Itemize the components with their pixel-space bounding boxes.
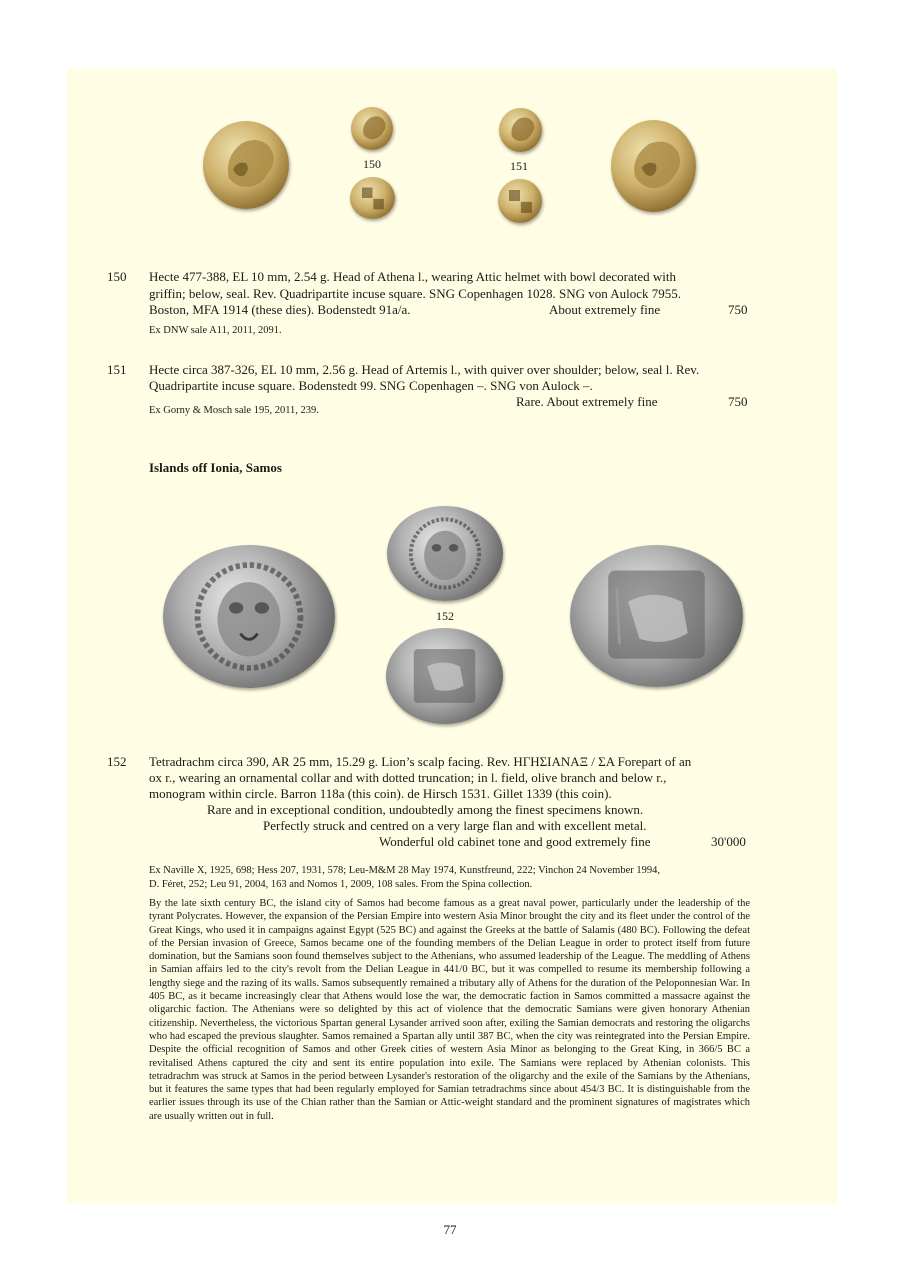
- lot-150-line-1: Hecte 477-388, EL 10 mm, 2.54 g. Head of Athena l., wearing Attic helmet with bowl decorated with: [149, 269, 676, 284]
- coin-151-reverse: [498, 179, 542, 223]
- lot-152-provenance-line-1: Ex Naville X, 1925, 698; Hess 207, 1931, 578; Leu-M&M 28 May 1974, Kunstfreund, 222; Vinchon 24 November 1994,: [149, 865, 660, 876]
- coin-label-151: 151: [510, 159, 528, 173]
- lot-152-remark-2: Perfectly struck and centred on a very large flan and with excellent metal.: [263, 818, 647, 833]
- ox-forepart-small-icon: [386, 628, 503, 724]
- coin-152-reverse: [386, 628, 503, 724]
- incuse-square-icon: [498, 179, 542, 223]
- lot-150-number: 150: [107, 269, 127, 284]
- lot-151-line-2: Quadripartite incuse square. Bodenstedt 99. SNG Copenhagen –. SNG von Aulock –.: [149, 378, 593, 393]
- coin-151-obverse: [499, 108, 542, 152]
- coin-150-obverse-large: [203, 121, 289, 209]
- coin-152-obverse: [387, 506, 503, 601]
- coin-150-obverse: [351, 107, 393, 150]
- lot-150-line-3: Boston, MFA 1914 (these dies). Bodenstedt 91a/a.: [149, 302, 411, 317]
- lot-150-price: 750: [728, 302, 748, 317]
- artemis-head-small-icon: [499, 108, 542, 152]
- ox-forepart-icon: [570, 545, 743, 687]
- lot-151-provenance: Ex Gorny & Mosch sale 195, 2011, 239.: [149, 405, 319, 416]
- lot-151-line-1: Hecte circa 387-326, EL 10 mm, 2.56 g. Head of Artemis l., with quiver over shoulder; below, seal l. Rev.: [149, 362, 700, 377]
- lot-152-remark-1: Rare and in exceptional condition, undoubtedly among the finest specimens known.: [207, 802, 644, 817]
- lot-152-line-1: Tetradrachm circa 390, AR 25 mm, 15.29 g. Lion’s scalp facing. Rev. ΗΓΗΣΙΑΝΑΞ / ΣΑ Forepart of an: [149, 754, 692, 769]
- lot-152-provenance-line-2: D. Féret, 252; Leu 91, 2004, 163 and Nomos 1, 2009, 108 sales. From the Spina collection.: [149, 879, 533, 890]
- coin-151-obverse-large: [611, 120, 696, 212]
- lot-151-number: 151: [107, 362, 127, 377]
- lot-151-grade: Rare. About extremely fine: [516, 394, 658, 409]
- lot-151-price: 750: [728, 394, 748, 409]
- section-heading: Islands off Ionia, Samos: [149, 460, 282, 475]
- lot-152-line-2: ox r., wearing an ornamental collar and with dotted truncation; in l. field, olive branch and below r.,: [149, 770, 667, 785]
- lot-150-provenance: Ex DNW sale A11, 2011, 2091.: [149, 325, 282, 336]
- lot-152-historical-note: By the late sixth century BC, the island city of Samos had become famous as a great naval power, particularly under the leadership of the tyrant Polycrates. However, the expansion of the Persian Empire into western Asia Minor brought the city and its fleet under the control of the Great Kings, who used it in campaigns against Egypt (525 BC) and against the Greeks at the battle of Salamis (480 BC). Following the defeat of the Persian invasion of Greece, Samos became one of the founding members of the Delian League in order to protect itself from future domination, but the Samians soon found themselves subject to the Athenians, who assumed leadership of the League. The meddling of Athens in Samian affairs led to the city's revolt from the Delian League in 441/0 BC, but it was compelled to resume its membership following a lengthy siege and the razing of its walls. Samos subsequently remained a tributary ally of Athens for the duration of the Peloponnesian War. In 405 BC, as it became increasingly clear that Athens would lose the war, the democratic faction in Samos committed a massacre against the oligarchic faction. The Athenians were so delighted by this act of violence that the democratic Samians were given honorary Athenian citizenship. Nevertheless, the victorious Spartan general Lysander arrived soon after, exiling the Samian democrats and restoring the oligarchs who had escaped the previous slaughter. Samos remained a Spartan ally until 387 BC, when the city was reintegrated into the Persian Empire. Despite the official recognition of Samos and other Greek cities of western Asia Minor as belonging to the Great King, in 366/5 BC a revitalised Athens captured the city and sent its entire population into exile. The Samians were replaced by Athenian colonists. This tetradrachm was struck at Samos in the period between Lysander's restoration of the oligarchy and the exile of the Samians by the Athenians, but it features the same types that had been regularly employed for Samian tetradrachms since about 454/3 BC. It is distinguishable from the earlier issues through its use of the Chian rather than the Samian or Attic-weight standard and the prominent signatures of magistrates which are usually written out in full.: [149, 898, 750, 1122]
- coin-150-reverse: [350, 177, 395, 219]
- lion-scalp-small-icon: [387, 506, 503, 601]
- coin-152-obverse-large: [163, 545, 335, 688]
- lion-scalp-icon: [163, 545, 335, 688]
- lot-152-price: 30'000: [711, 834, 746, 849]
- athena-head-small-icon: [351, 107, 393, 150]
- coin-label-152: 152: [436, 609, 454, 623]
- lot-152-line-3: monogram within circle. Barron 118a (this coin). de Hirsch 1531. Gillet 1339 (this coin).: [149, 786, 612, 801]
- lot-150-grade: About extremely fine: [549, 302, 661, 317]
- athena-head-icon: [203, 121, 289, 209]
- incuse-square-icon: [350, 177, 395, 219]
- coin-152-reverse-large: [570, 545, 743, 687]
- lot-150-line-2: griffin; below, seal. Rev. Quadripartite incuse square. SNG Copenhagen 1028. SNG von Aulock 7955.: [149, 286, 682, 301]
- lot-152-grade: Wonderful old cabinet tone and good extremely fine: [379, 834, 651, 849]
- page-number: 77: [443, 1222, 457, 1237]
- artemis-head-icon: [611, 120, 696, 212]
- coin-label-150: 150: [363, 157, 381, 171]
- lot-152-number: 152: [107, 754, 127, 769]
